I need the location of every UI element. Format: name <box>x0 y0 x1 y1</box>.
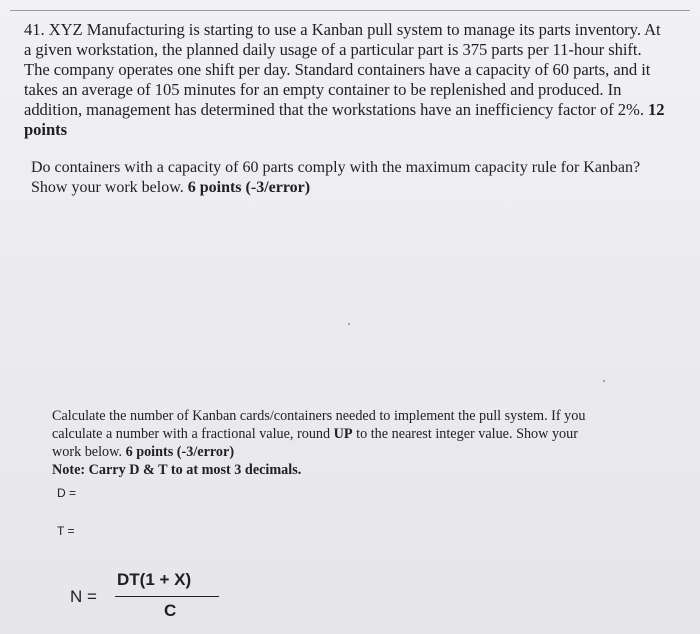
part-b-note: Note: Carry D & T to at most 3 decimals. <box>52 462 302 478</box>
part-b-line-2-post: to the nearest integer value. Show your <box>356 426 578 442</box>
question-points-word: points <box>24 120 68 139</box>
kanban-formula <box>70 570 230 624</box>
question-points-value: 12 <box>648 100 665 119</box>
part-b-line-1: Calculate the number of Kanban cards/containers needed to implement the pull system. If you <box>52 408 586 424</box>
scan-speck <box>603 380 605 382</box>
top-divider <box>10 10 690 11</box>
t-variable-label: T = <box>57 524 75 538</box>
d-variable-label: D = <box>57 486 77 500</box>
fraction-bar <box>115 596 219 597</box>
scan-speck <box>348 323 350 325</box>
question-line: 41. XYZ Manufacturing is starting to use a Kanban pull system to manage its parts inventory. At <box>24 20 661 39</box>
question-41-text <box>24 20 686 140</box>
question-line-with-points <box>24 100 686 120</box>
part-a-line-1: Do containers with a capacity of 60 parts comply with the maximum capacity rule for Kanban? <box>31 159 641 176</box>
formula-denominator: C <box>164 601 177 620</box>
part-b-line-2-pre: calculate a number with a fractional value, round <box>52 426 331 442</box>
question-line: a given workstation, the planned daily usage of a particular part is 375 parts per 11-hour shift. <box>24 40 642 59</box>
part-b-points: 6 points (-3/error) <box>125 444 235 460</box>
part-a-instruction: Show your work below. <box>31 179 184 196</box>
part-b-prompt <box>52 407 652 479</box>
part-a-points: 6 points (-3/error) <box>187 179 311 196</box>
formula-lhs: N = <box>70 587 97 606</box>
part-b-line-2 <box>52 425 652 443</box>
question-line: addition, management has determined that the workstations have an inefficiency factor of 2%. <box>24 100 644 119</box>
formula-numerator: DT(1 + X) <box>117 570 192 589</box>
part-b-instruction: work below. <box>52 444 123 460</box>
part-a-prompt <box>31 158 681 198</box>
question-line: The company operates one shift per day. Standard containers have a capacity of 60 parts, and it <box>24 60 651 79</box>
part-b-line-3 <box>52 443 652 461</box>
question-line: takes an average of 105 minutes for an empty container to be replenished and produced. In <box>24 80 622 99</box>
part-a-line-2 <box>31 178 681 198</box>
part-b-up-emphasis: UP <box>333 426 353 442</box>
